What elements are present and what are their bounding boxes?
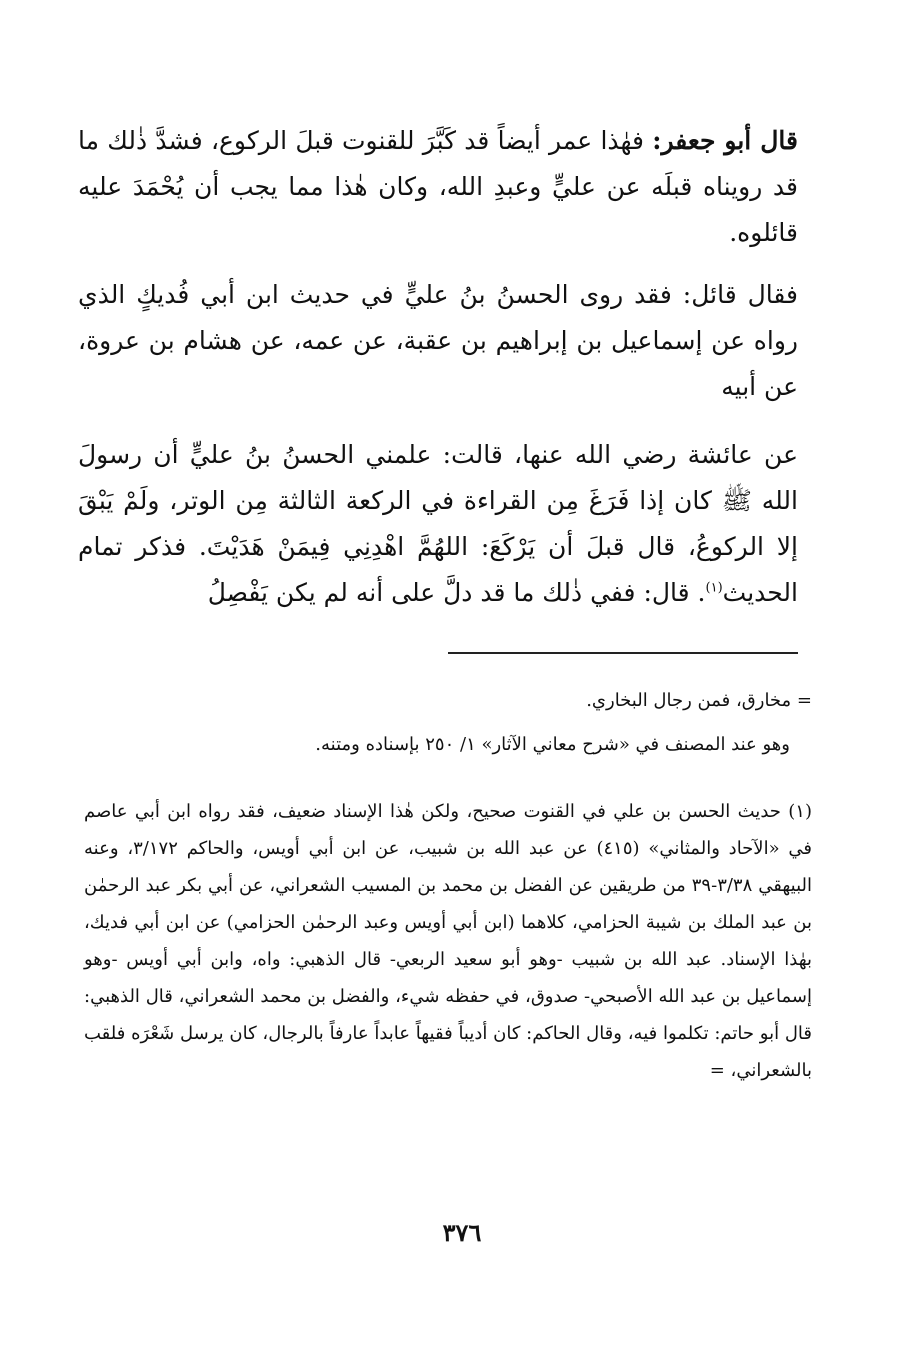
main-paragraph-1 [78, 118, 798, 256]
footnote-marker: (١) [705, 580, 723, 596]
footnote-divider [448, 652, 798, 654]
main-paragraph-3 [78, 432, 798, 616]
footnote-source: وهو عند المصنف في «شرح معاني الآثار» ١/ ٢٥٠ بإسناده ومتنه. [315, 734, 790, 755]
paragraph-text: فقال قائل: فقد روى الحسنُ بنُ عليٍّ في حديث ابن أبي فُديكٍ الذي رواه عن إسماعيل بن إبراهيم بن عقبة، عن عمه، عن هشام بن عروة، عن أبيه [78, 280, 798, 401]
main-paragraph-2 [78, 272, 798, 410]
page-number: ٣٧٦ [442, 1218, 482, 1247]
footnote-1: (١) حديث الحسن بن علي في القنوت صحيح، ولكن هٰذا الإسناد ضعيف، فقد رواه ابن أبي عاصم في «الآحاد والمثاني» (٤١٥) عن عبد الله بن شبيب، عن ابن أبي أويس، والحاكم ٣/١٧٢، وعنه البيهقي ٣/٣٨-٣٩ من طريقين عن الفضل بن محمد بن المسيب الشعراني، عن أبي بكر عبد الرحمٰن بن عبد الملك بن شيبة الحزامي، كلاهما (ابن أبي أويس وعبد الرحمٰن الحزامي) عن ابن أبي فديك، بهٰذا الإسناد. عبد الله بن شبيب -وهو أبو سعيد الربعي- قال الذهبي: واه، وابن أبي أويس -وهو إسماعيل بن عبد الله الأصبحي- صدوق، في حفظه شيء، والفضل بن محمد الشعراني، قال الذهبي: قال أبو حاتم: تكلموا فيه، وقال الحاكم: كان أديباً فقيهاً عابداً عارفاً بالرجال، كان يرسل شَعْرَه فلقب بالشعراني، = [84, 801, 813, 1081]
footnote-continued: = مخارق، فمن رجال البخاري. [586, 690, 812, 711]
speaker-label: قال أبو جعفر: [652, 126, 798, 155]
paragraph-text: فهٰذا عمر أيضاً قد كَبَّرَ للقنوت قبلَ الركوع، فشدَّ ذٰلك ما قد رويناه قبلَه عن عليٍّ وعبدِ الله، وكان هٰذا مما يجب أن يُحْمَدَ عليه قائلوه. [78, 126, 798, 247]
paragraph-text-continued: . قال: ففي ذٰلك ما قد دلَّ على أنه لم يكن يَفْصِلُ [207, 578, 706, 607]
paragraph-text: عن عائشة رضي الله عنها، قالت: علمني الحسنُ بنُ عليٍّ أن رسولَ الله ﷺ كان إذا فَرَغَ مِن القراءة في الركعة الثالثة مِن الوتر، ولَمْ يَبْقَ إلا الركوعُ، قال قبلَ أن يَرْكَعَ: اللهُمَّ اهْدِنِي فِيمَنْ هَدَيْتَ. فذكر تمام الحديث [78, 440, 798, 607]
